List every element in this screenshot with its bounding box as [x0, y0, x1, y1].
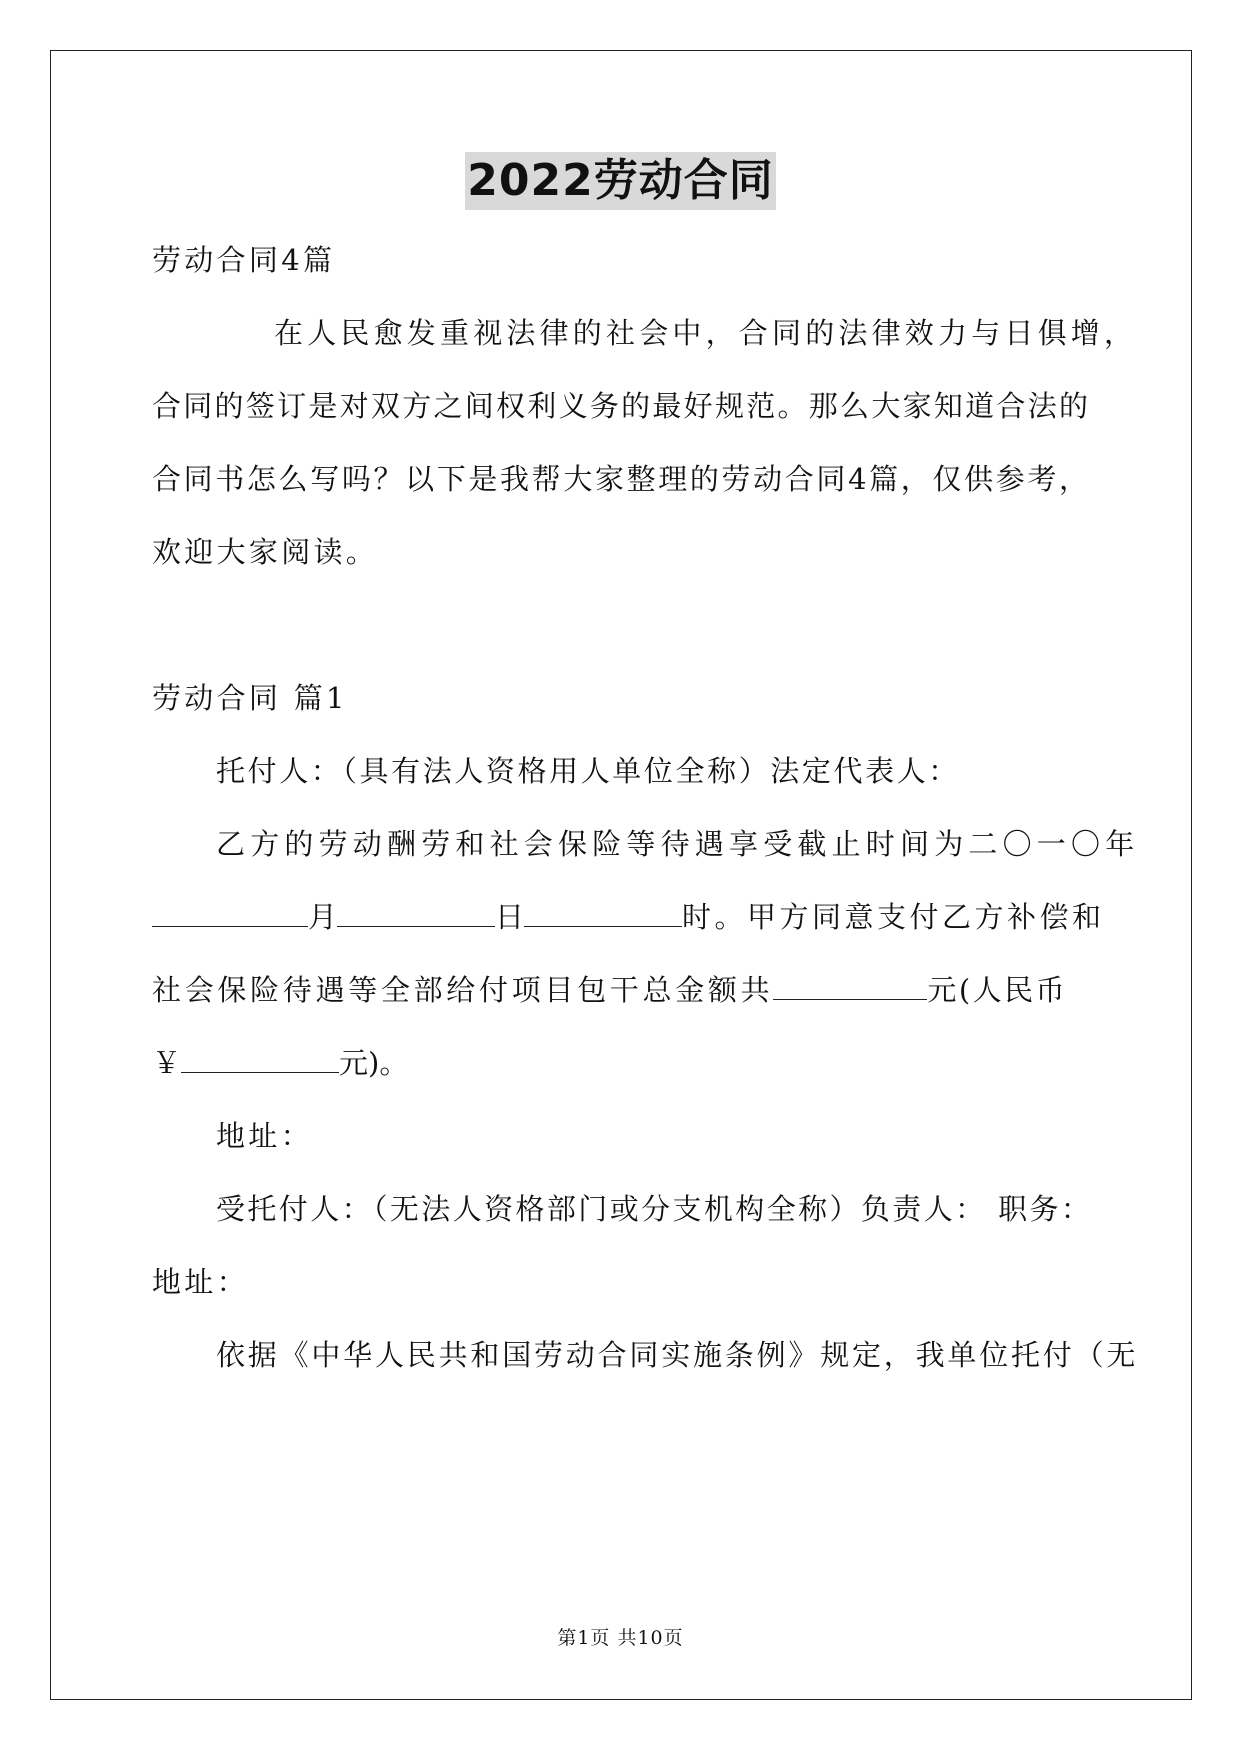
page-footer: 第1页 共10页 — [557, 1627, 684, 1649]
body-line-7: 受托付人：（无法人资格部门或分支机构全称）负责人： 职务： — [216, 1192, 1093, 1226]
body-line-5 — [152, 1043, 408, 1083]
blank-field — [524, 900, 682, 927]
month-label: 月 — [308, 900, 338, 934]
intro-line-3: 合同书怎么写吗？以下是我帮大家整理的劳动合同4篇，仅供参考， — [152, 462, 1088, 496]
body-line-1: 托付人：（具有法人资格用人单位全称）法定代表人： — [216, 754, 960, 788]
body-line-6: 地址： — [216, 1119, 313, 1153]
page-border — [50, 50, 1192, 1700]
blank-field — [181, 1046, 339, 1073]
body-line-4-text: 社会保险待遇等全部给付项目包干总金额共 — [152, 973, 774, 1007]
body-line-2: 乙方的劳动酬劳和社会保险等待遇享受截止时间为二〇一〇年 — [216, 827, 1140, 861]
body-line-9: 依据《中华人民共和国劳动合同实施条例》规定，我单位托付（无 — [216, 1338, 1139, 1372]
document-subtitle: 劳动合同4篇 — [152, 243, 336, 277]
body-line-4 — [152, 970, 1067, 1010]
day-label: 日 — [495, 900, 525, 934]
title-container — [0, 152, 1241, 210]
body-line-3 — [152, 897, 1105, 937]
document-title: 2022劳动合同 — [465, 152, 775, 210]
blank-field — [773, 973, 927, 1000]
body-line-4-suffix: 元(人民币 — [927, 973, 1068, 1007]
body-line-3-text: 时。甲方同意支付乙方补偿和 — [682, 900, 1105, 934]
body-line-8: 地址： — [152, 1265, 249, 1299]
section-heading: 劳动合同 篇1 — [152, 681, 348, 715]
blank-field — [337, 900, 495, 927]
intro-line-1: 在人民愈发重视法律的社会中，合同的法律效力与日俱增， — [274, 316, 1138, 350]
body-line-5-suffix: 元)。 — [339, 1046, 409, 1080]
currency-symbol: ￥ — [152, 1046, 182, 1080]
blank-field — [152, 900, 308, 927]
intro-line-2: 合同的签订是对双方之间权利义务的最好规范。那么大家知道合法的 — [152, 389, 1088, 423]
intro-line-4: 欢迎大家阅读。 — [152, 535, 379, 569]
